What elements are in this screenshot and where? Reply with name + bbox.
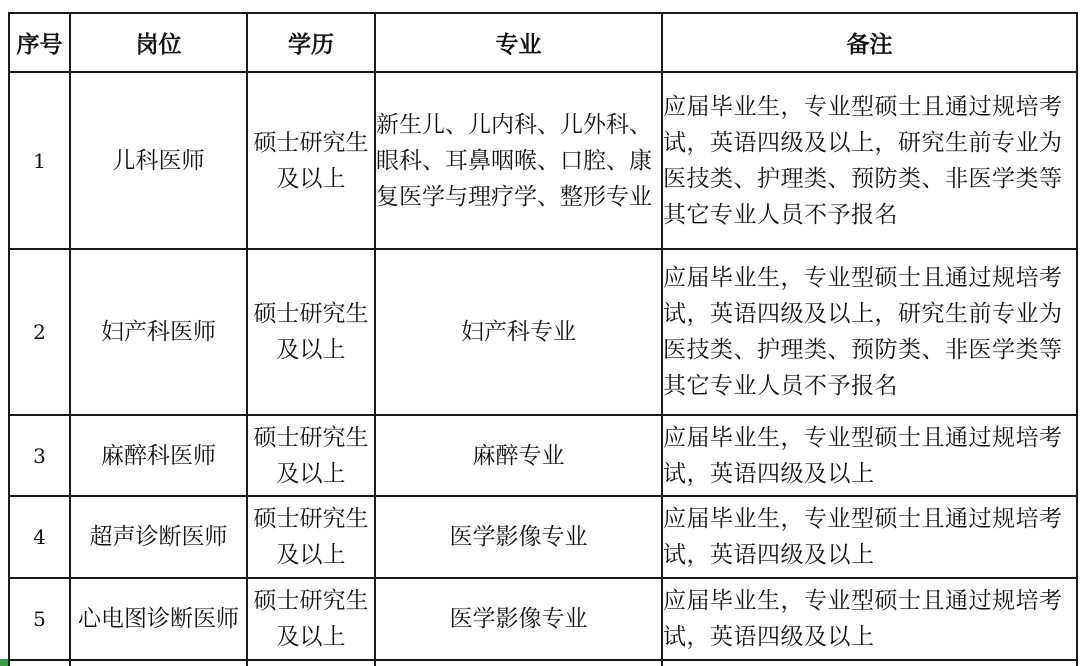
cell-remarks: 应届毕业生，专业型硕士且通过规培考试，英语四级及以上 — [662, 496, 1077, 578]
header-major: 专业 — [375, 13, 662, 72]
cell-major: 新生儿、儿内科、儿外科、眼科、耳鼻咽喉、口腔、康复医学与理疗学、整形专业 — [375, 72, 662, 249]
table-row — [9, 578, 1077, 660]
cell-major: 妇产科专业 — [375, 249, 662, 415]
cell-position: 麻醉科医师 — [70, 415, 247, 496]
cell-remarks: 应届毕业生，专业型硕士且通过规培考试，英语四级及以上 — [662, 578, 1077, 660]
cell-no: 3 — [9, 415, 70, 496]
cell-empty — [662, 660, 1077, 666]
cell-position: 儿科医师 — [70, 72, 247, 249]
header-position: 岗位 — [70, 13, 247, 72]
cell-remarks: 应届毕业生，专业型硕士且通过规培考试，英语四级及以上，研究生前专业为医技类、护理类、预防类、非医学类等其它专业人员不予报名 — [662, 249, 1077, 415]
header-no: 序号 — [9, 13, 70, 72]
cell-education: 硕士研究生及以上 — [247, 415, 375, 496]
cell-position: 心电图诊断医师 — [70, 578, 247, 660]
cell-no: 4 — [9, 496, 70, 578]
edge-marker — [0, 659, 8, 666]
header-education: 学历 — [247, 13, 375, 72]
table-row — [9, 249, 1077, 415]
cell-education: 硕士研究生及以上 — [247, 578, 375, 660]
cell-major: 医学影像专业 — [375, 578, 662, 660]
cell-education: 硕士研究生及以上 — [247, 72, 375, 249]
cell-remarks: 应届毕业生，专业型硕士且通过规培考试，英语四级及以上，研究生前专业为医技类、护理类、预防类、非医学类等其它专业人员不予报名 — [662, 72, 1077, 249]
cell-remarks: 应届毕业生，专业型硕士且通过规培考试，英语四级及以上 — [662, 415, 1077, 496]
table-row — [9, 496, 1077, 578]
cell-position: 妇产科医师 — [70, 249, 247, 415]
cell-education: 硕士研究生及以上 — [247, 496, 375, 578]
table-row-partial — [9, 660, 1077, 666]
table-row — [9, 415, 1077, 496]
cell-empty — [9, 660, 70, 666]
cell-position: 超声诊断医师 — [70, 496, 247, 578]
cell-major: 麻醉专业 — [375, 415, 662, 496]
table-row — [9, 72, 1077, 249]
header-row — [9, 13, 1077, 72]
cell-empty — [70, 660, 247, 666]
cell-no: 2 — [9, 249, 70, 415]
recruitment-table — [8, 12, 1078, 666]
cell-no: 5 — [9, 578, 70, 660]
cell-major: 医学影像专业 — [375, 496, 662, 578]
cell-empty — [375, 660, 662, 666]
cell-education: 硕士研究生及以上 — [247, 249, 375, 415]
header-remarks: 备注 — [662, 13, 1077, 72]
cell-no: 1 — [9, 72, 70, 249]
cell-empty — [247, 660, 375, 666]
